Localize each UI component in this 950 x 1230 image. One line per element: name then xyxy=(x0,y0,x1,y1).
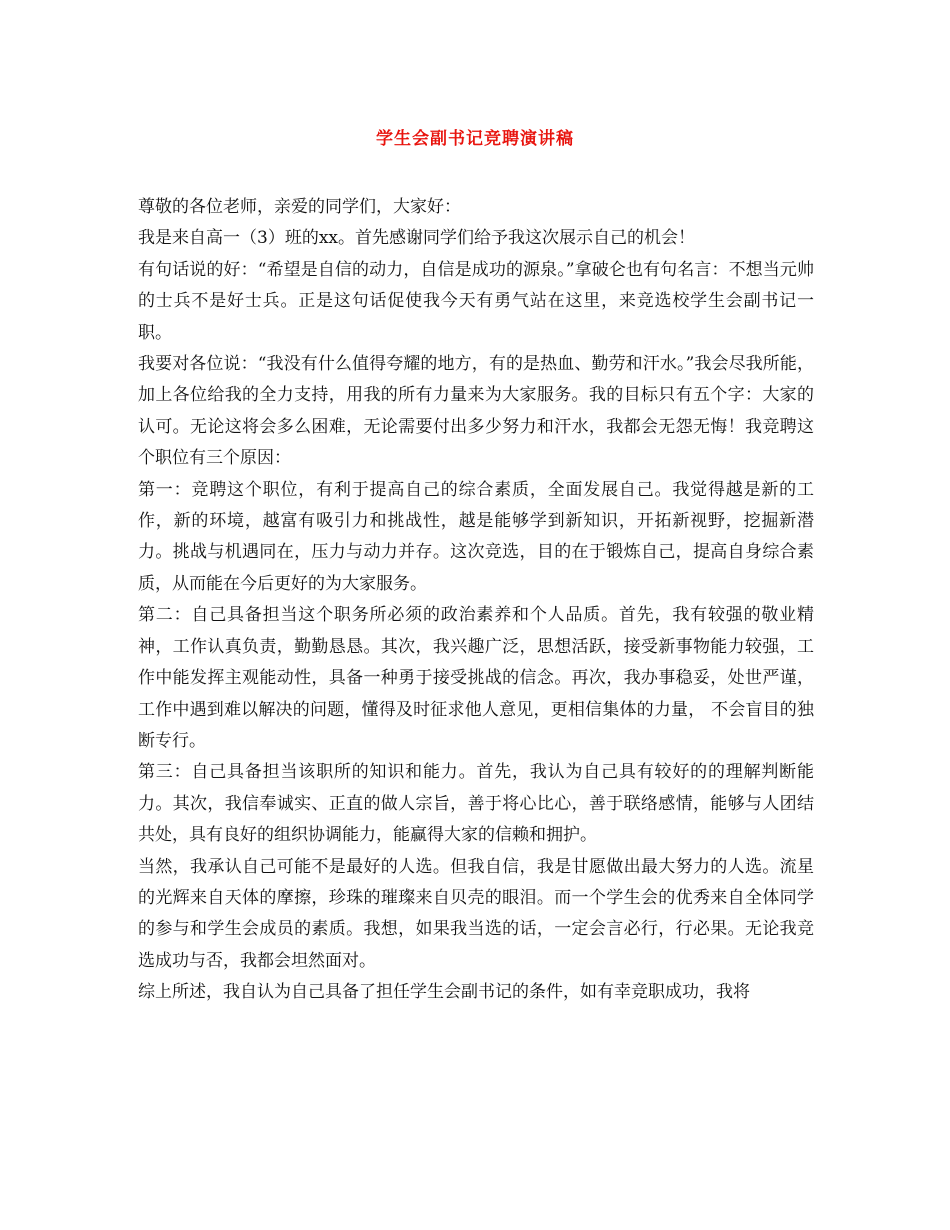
reason-two-paragraph: 第二：自己具备担当这个职务所必须的政治素养和个人品质。首先，我有较强的敬业精神，工作认真负责，勤勤恳恳。其次，我兴趣广泛，思想活跃，接受新事物能力较强，工作中能发挥主观能动性，具备一种勇于接受挑战的信念。再次，我办事稳妥，处世严谨，工作中遇到难以解决的问题，懂得及时征求他人意见，更相信集体的力量， 不会盲目的独断专行。 xyxy=(138,605,814,751)
introduction-paragraph: 我是来自高一（3）班的xx。首先感谢同学们给予我这次展示自己的机会！ xyxy=(138,228,695,249)
conclusion-paragraph: 综上所述，我自认为自己具备了担任学生会副书记的条件，如有幸竞职成功，我将 xyxy=(138,982,750,1003)
commitment-paragraph: 我要对各位说：“我没有什么值得夸耀的地方，有的是热血、勤劳和汗水。”我会尽我所能，加上各位给我的全力支持，用我的所有力量来为大家服务。我的目标只有五个字：大家的认可。无论这将会多么困难，无论需要付出多少努力和汗水，我都会无怨无悔！我竞聘这个职位有三个原因： xyxy=(138,354,814,469)
reason-three-paragraph: 第三：自己具备担当该职所的知识和能力。首先，我认为自己具有较好的的理解判断能力。其次，我信奉诚实、正直的做人宗旨，善于将心比心，善于联络感情，能够与人团结共处，具有良好的组织协调能力，能赢得大家的信赖和拥护。 xyxy=(138,762,814,846)
document-body xyxy=(138,192,814,1009)
reason-one-paragraph: 第一：竞聘这个职位，有利于提高自己的综合素质，全面发展自己。我觉得越是新的工作，新的环境，越富有吸引力和挑战性，越是能够学到新知识，开拓新视野，挖掘新潜力。挑战与机遇同在，压力与动力并存。这次竞选，目的在于锻炼自己，提高自身综合素质，从而能在今后更好的为大家服务。 xyxy=(138,479,814,594)
self-assessment-paragraph: 当然，我承认自己可能不是最好的人选。但我自信，我是甘愿做出最大努力的人选。流星的光辉来自天体的摩擦，珍珠的璀璨来自贝壳的眼泪。而一个学生会的优秀来自全体同学的参与和学生会成员的素质。我想，如果我当选的话，一定会言必行，行必果。无论我竞选成功与否，我都会坦然面对。 xyxy=(138,856,814,971)
quote-paragraph: 有句话说的好：“希望是自信的动力，自信是成功的源泉。”拿破仑也有句名言：不想当元帅的士兵不是好士兵。正是这句话促使我今天有勇气站在这里，来竞选校学生会副书记一职。 xyxy=(138,259,814,343)
document-title: 学生会副书记竞聘演讲稿 xyxy=(376,129,574,149)
greeting-paragraph: 尊敬的各位老师，亲爱的同学们，大家好： xyxy=(138,197,461,217)
